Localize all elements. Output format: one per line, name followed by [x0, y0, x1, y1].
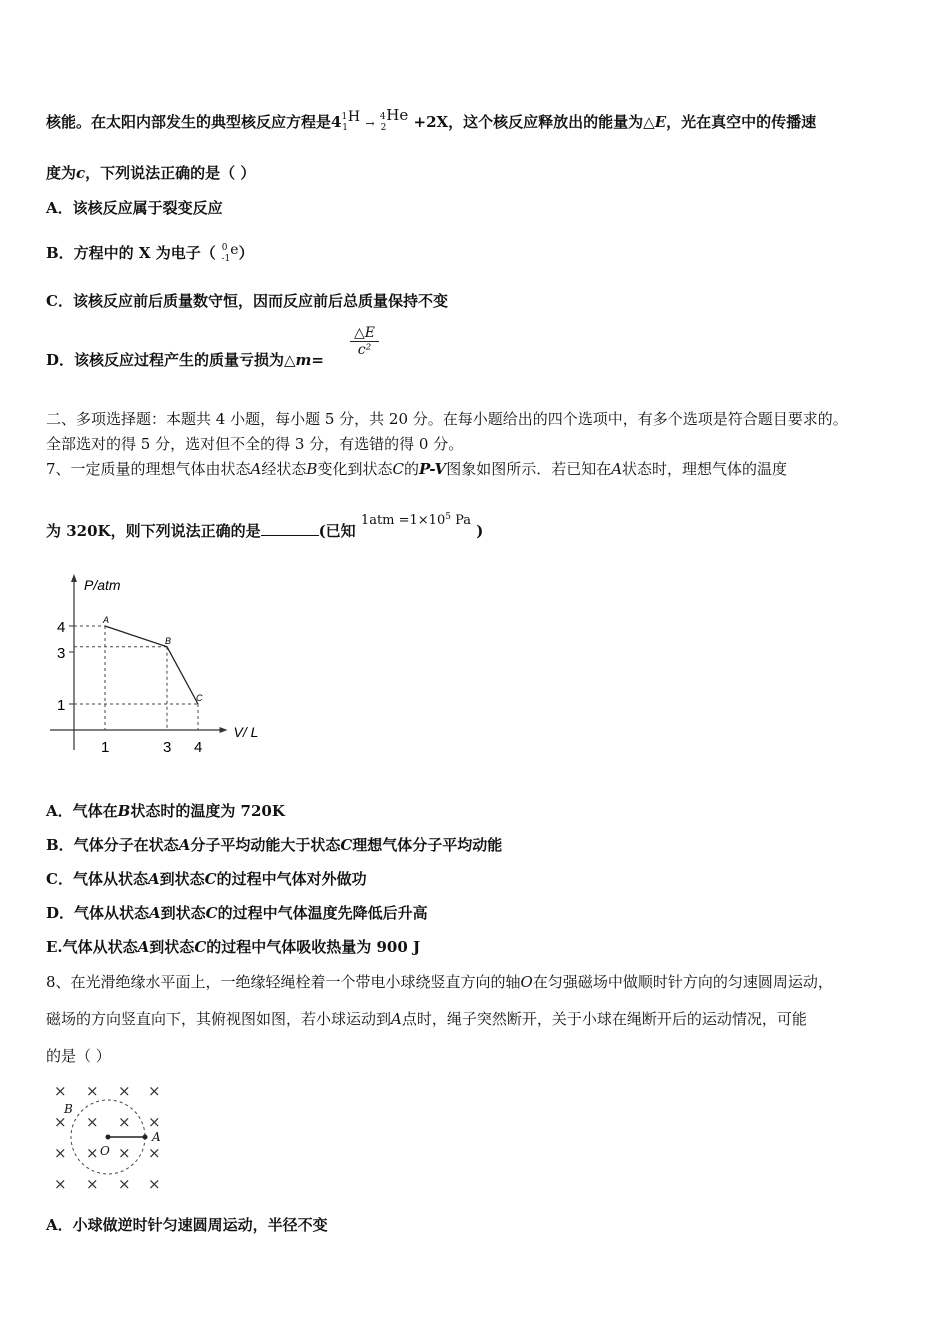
field-cross-9: ×: [86, 1144, 99, 1162]
field-cross-0: ×: [54, 1082, 67, 1100]
y-tick-label: 4: [57, 619, 66, 636]
q7-option-b: B．气体分子在状态A分子平均动能大于状态C理想气体分子平均动能: [46, 836, 503, 854]
q7-stem-line2: 为 320K，则下列说法正确的是 (已知 $1atm =1\times 10^5$ Pa ): [46, 512, 484, 540]
field-cross-8: ×: [54, 1144, 67, 1162]
axis-point-o: [106, 1135, 111, 1140]
field-cross-13: ×: [86, 1175, 99, 1193]
q6-stem-line1: 核能。在太阳内部发生的典型核反应方程是$4^1_1H \to ^4_2He +2X$，这个核反应释放出的能量为△E，光在真空中的传播速: [46, 106, 817, 133]
y-axis-arrow: [71, 574, 77, 582]
q7-stem-line1: 7、一定质量的理想气体由状态A经状态B变化到状态C的P-V图象如图所示．若已知在A状态时，理想气体的温度: [46, 460, 788, 478]
field-cross-14: ×: [118, 1175, 131, 1193]
q6-stem-line2: 度为c，下列说法正确的是（ ）: [46, 164, 256, 182]
x-tick-label: 4: [194, 739, 203, 756]
q8-stem-line3: 的是（ ）: [46, 1047, 111, 1065]
q8-option-a: A．小球做逆时针匀速圆周运动，半径不变: [46, 1216, 328, 1234]
q7-option-a: A．气体在B状态时的温度为 720K: [46, 802, 285, 820]
label-b: B: [64, 1102, 73, 1116]
field-cross-1: ×: [86, 1082, 99, 1100]
q8-stem-line2: 磁场的方向竖直向下，其俯视图如图，若小球运动到A点时，绳子突然断开，关于小球在绳断开后的运动情况，可能: [46, 1010, 807, 1028]
field-cross-15: ×: [148, 1175, 161, 1193]
q7-option-d: D．气体从状态A到状态C的过程中气体温度先降低后升高: [46, 904, 428, 922]
x-tick-label: 1: [101, 739, 110, 756]
q6-option-c: C．该核反应前后质量数守恒，因而反应前后总质量保持不变: [46, 292, 448, 310]
field-cross-3: ×: [148, 1082, 161, 1100]
q7-option-c: C．气体从状态A到状态C的过程中气体对外做功: [46, 870, 367, 888]
section2-heading-line2: 全部选对的得 5 分，选对但不全的得 3 分，有选错的得 0 分。: [46, 435, 464, 453]
x-axis-label: V/ L: [233, 724, 259, 740]
field-cross-10: ×: [118, 1144, 131, 1162]
q6-option-a: A．该核反应属于裂变反应: [46, 199, 223, 217]
magnetic-field-figure: [50, 1080, 180, 1200]
section2-heading-line1: 二、多项选择题：本题共 4 小题，每小题 5 分，共 20 分。在每小题给出的四个选项中，有多个选项是符合题目要求的。: [46, 410, 848, 428]
point-label-C: C: [196, 693, 203, 703]
q6-mass-defect-fraction: $\frac{\triangle E}{\text{c²}}$: [350, 325, 379, 358]
q7-option-e: E.气体从状态A到状态C的过程中气体吸收热量为 900 J: [46, 938, 421, 956]
y-tick-label: 1: [57, 697, 66, 714]
field-cross-11: ×: [148, 1144, 161, 1162]
y-tick-label: 3: [57, 645, 66, 662]
point-label-B: B: [165, 635, 172, 646]
q6-option-d: D．该核反应过程产生的质量亏损为△m=: [46, 351, 324, 369]
field-cross-6: ×: [118, 1113, 131, 1131]
field-cross-7: ×: [148, 1113, 161, 1131]
label-a: A: [152, 1130, 161, 1144]
field-cross-5: ×: [86, 1113, 99, 1131]
q6-option-b: B．方程中的 X 为电子（ $^0_{-1}$e）: [46, 242, 254, 264]
label-o: O: [100, 1144, 110, 1158]
field-cross-4: ×: [54, 1113, 67, 1131]
field-cross-2: ×: [118, 1082, 131, 1100]
ball-a: [143, 1135, 148, 1140]
series-line-abc: [105, 626, 198, 704]
field-cross-12: ×: [54, 1175, 67, 1193]
answer-blank[interactable]: [261, 521, 319, 536]
point-label-A: A: [103, 615, 110, 625]
q8-stem-line1: 8、在光滑绝缘水平面上，一绝缘轻绳栓着一个带电小球绕竖直方向的轴O在匀强磁场中做顺时针方向的匀速圆周运动，: [46, 973, 833, 991]
y-axis-label: P/atm: [84, 577, 121, 593]
x-axis-arrow: [220, 727, 228, 733]
x-tick-label: 3: [163, 739, 172, 756]
pv-chart: [40, 570, 280, 770]
